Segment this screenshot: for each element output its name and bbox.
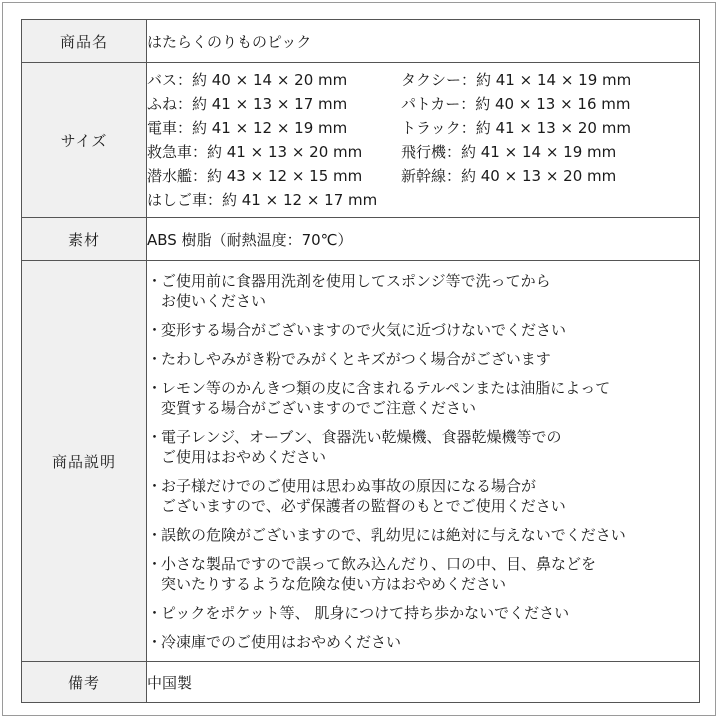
description-item <box>147 378 699 418</box>
size-value <box>147 63 700 218</box>
size-item: 潜水艦：約 43 × 12 × 15 mm <box>147 167 363 185</box>
description-item <box>147 427 699 467</box>
bullet-mark: ・ <box>147 378 163 397</box>
description-item <box>147 320 699 340</box>
bullet-mark: ・ <box>147 427 163 446</box>
size-label: サイズ <box>22 63 147 218</box>
description-line: 変形する場合がございますので火気に近づけないでください <box>161 320 567 339</box>
row-size <box>22 63 700 218</box>
size-item: トラック：約 41 × 13 × 20 mm <box>401 119 631 137</box>
description-line: ご使用はおやめください <box>161 447 327 466</box>
description-line: ピックをポケット等、 肌身につけて持ち歩かないでください <box>161 603 570 622</box>
size-item: ふね：約 41 × 13 × 17 mm <box>147 95 348 113</box>
bullet-mark: ・ <box>147 525 163 544</box>
material-label: 素材 <box>22 218 147 261</box>
notes-value: 中国製 <box>147 662 700 703</box>
description-line: 冷凍庫でのご使用はおやめください <box>161 632 402 651</box>
product-name-label: 商品名 <box>22 20 147 63</box>
size-item: 救急車：約 41 × 13 × 20 mm <box>147 143 363 161</box>
bullet-mark: ・ <box>147 632 163 651</box>
description-line: たわしやみがき粉でみがくとキズがつく場合がございます <box>161 349 551 368</box>
description-line: 小さな製品ですので誤って飲み込んだり、口の中、目、鼻などを <box>161 554 597 573</box>
size-item: はしご車：約 41 × 12 × 17 mm <box>147 191 378 209</box>
bullet-mark: ・ <box>147 349 163 368</box>
bullet-mark: ・ <box>147 476 163 495</box>
description-item <box>147 271 699 311</box>
description-line: 変質する場合がございますのでご注意ください <box>161 398 477 417</box>
description-line: 電子レンジ、オーブン、食器洗い乾燥機、食器乾燥機等での <box>161 427 562 446</box>
description-item <box>147 554 699 594</box>
size-grid <box>147 68 699 212</box>
description-item <box>147 632 699 652</box>
description-value <box>147 261 700 662</box>
bullet-mark: ・ <box>147 320 163 339</box>
description-line: レモン等のかんきつ類の皮に含まれるテルペンまたは油脂によって <box>161 378 611 397</box>
row-material <box>22 218 700 261</box>
material-value: ABS 樹脂（耐熱温度：70℃） <box>147 218 700 261</box>
description-item <box>147 476 699 516</box>
size-item: タクシー：約 41 × 14 × 19 mm <box>401 71 632 89</box>
description-line: 誤飲の危険がございますので、乳幼児には絶対に与えないでください <box>161 525 626 544</box>
description-line: ございますので、必ず保護者の監督のもとでご使用ください <box>161 496 566 515</box>
size-item: バス：約 40 × 14 × 20 mm <box>147 71 348 89</box>
row-description <box>22 261 700 662</box>
bullet-mark: ・ <box>147 554 163 573</box>
description-list <box>147 271 699 652</box>
notes-label: 備考 <box>22 662 147 703</box>
bullet-mark: ・ <box>147 603 163 622</box>
size-item: パトカー：約 40 × 13 × 16 mm <box>401 95 631 113</box>
description-item <box>147 525 699 545</box>
description-label: 商品説明 <box>22 261 147 662</box>
size-item: 新幹線：約 40 × 13 × 20 mm <box>401 167 617 185</box>
description-item <box>147 349 699 369</box>
description-item <box>147 603 699 623</box>
bullet-mark: ・ <box>147 271 163 290</box>
product-name-value: はたらくのりものピック <box>147 20 700 63</box>
row-product-name <box>22 20 700 63</box>
description-line: ご使用前に食器用洗剤を使用してスポンジ等で洗ってから <box>161 271 551 290</box>
description-line: お子様だけでのご使用は思わぬ事故の原因になる場合が <box>161 476 537 495</box>
row-notes <box>22 662 700 703</box>
description-line: 突いたりするような危険な使い方はおやめください <box>161 574 507 593</box>
description-line: お使いください <box>161 291 267 310</box>
size-item: 電車：約 41 × 12 × 19 mm <box>147 119 348 137</box>
size-item: 飛行機：約 41 × 14 × 19 mm <box>401 143 617 161</box>
spec-table <box>21 19 700 703</box>
